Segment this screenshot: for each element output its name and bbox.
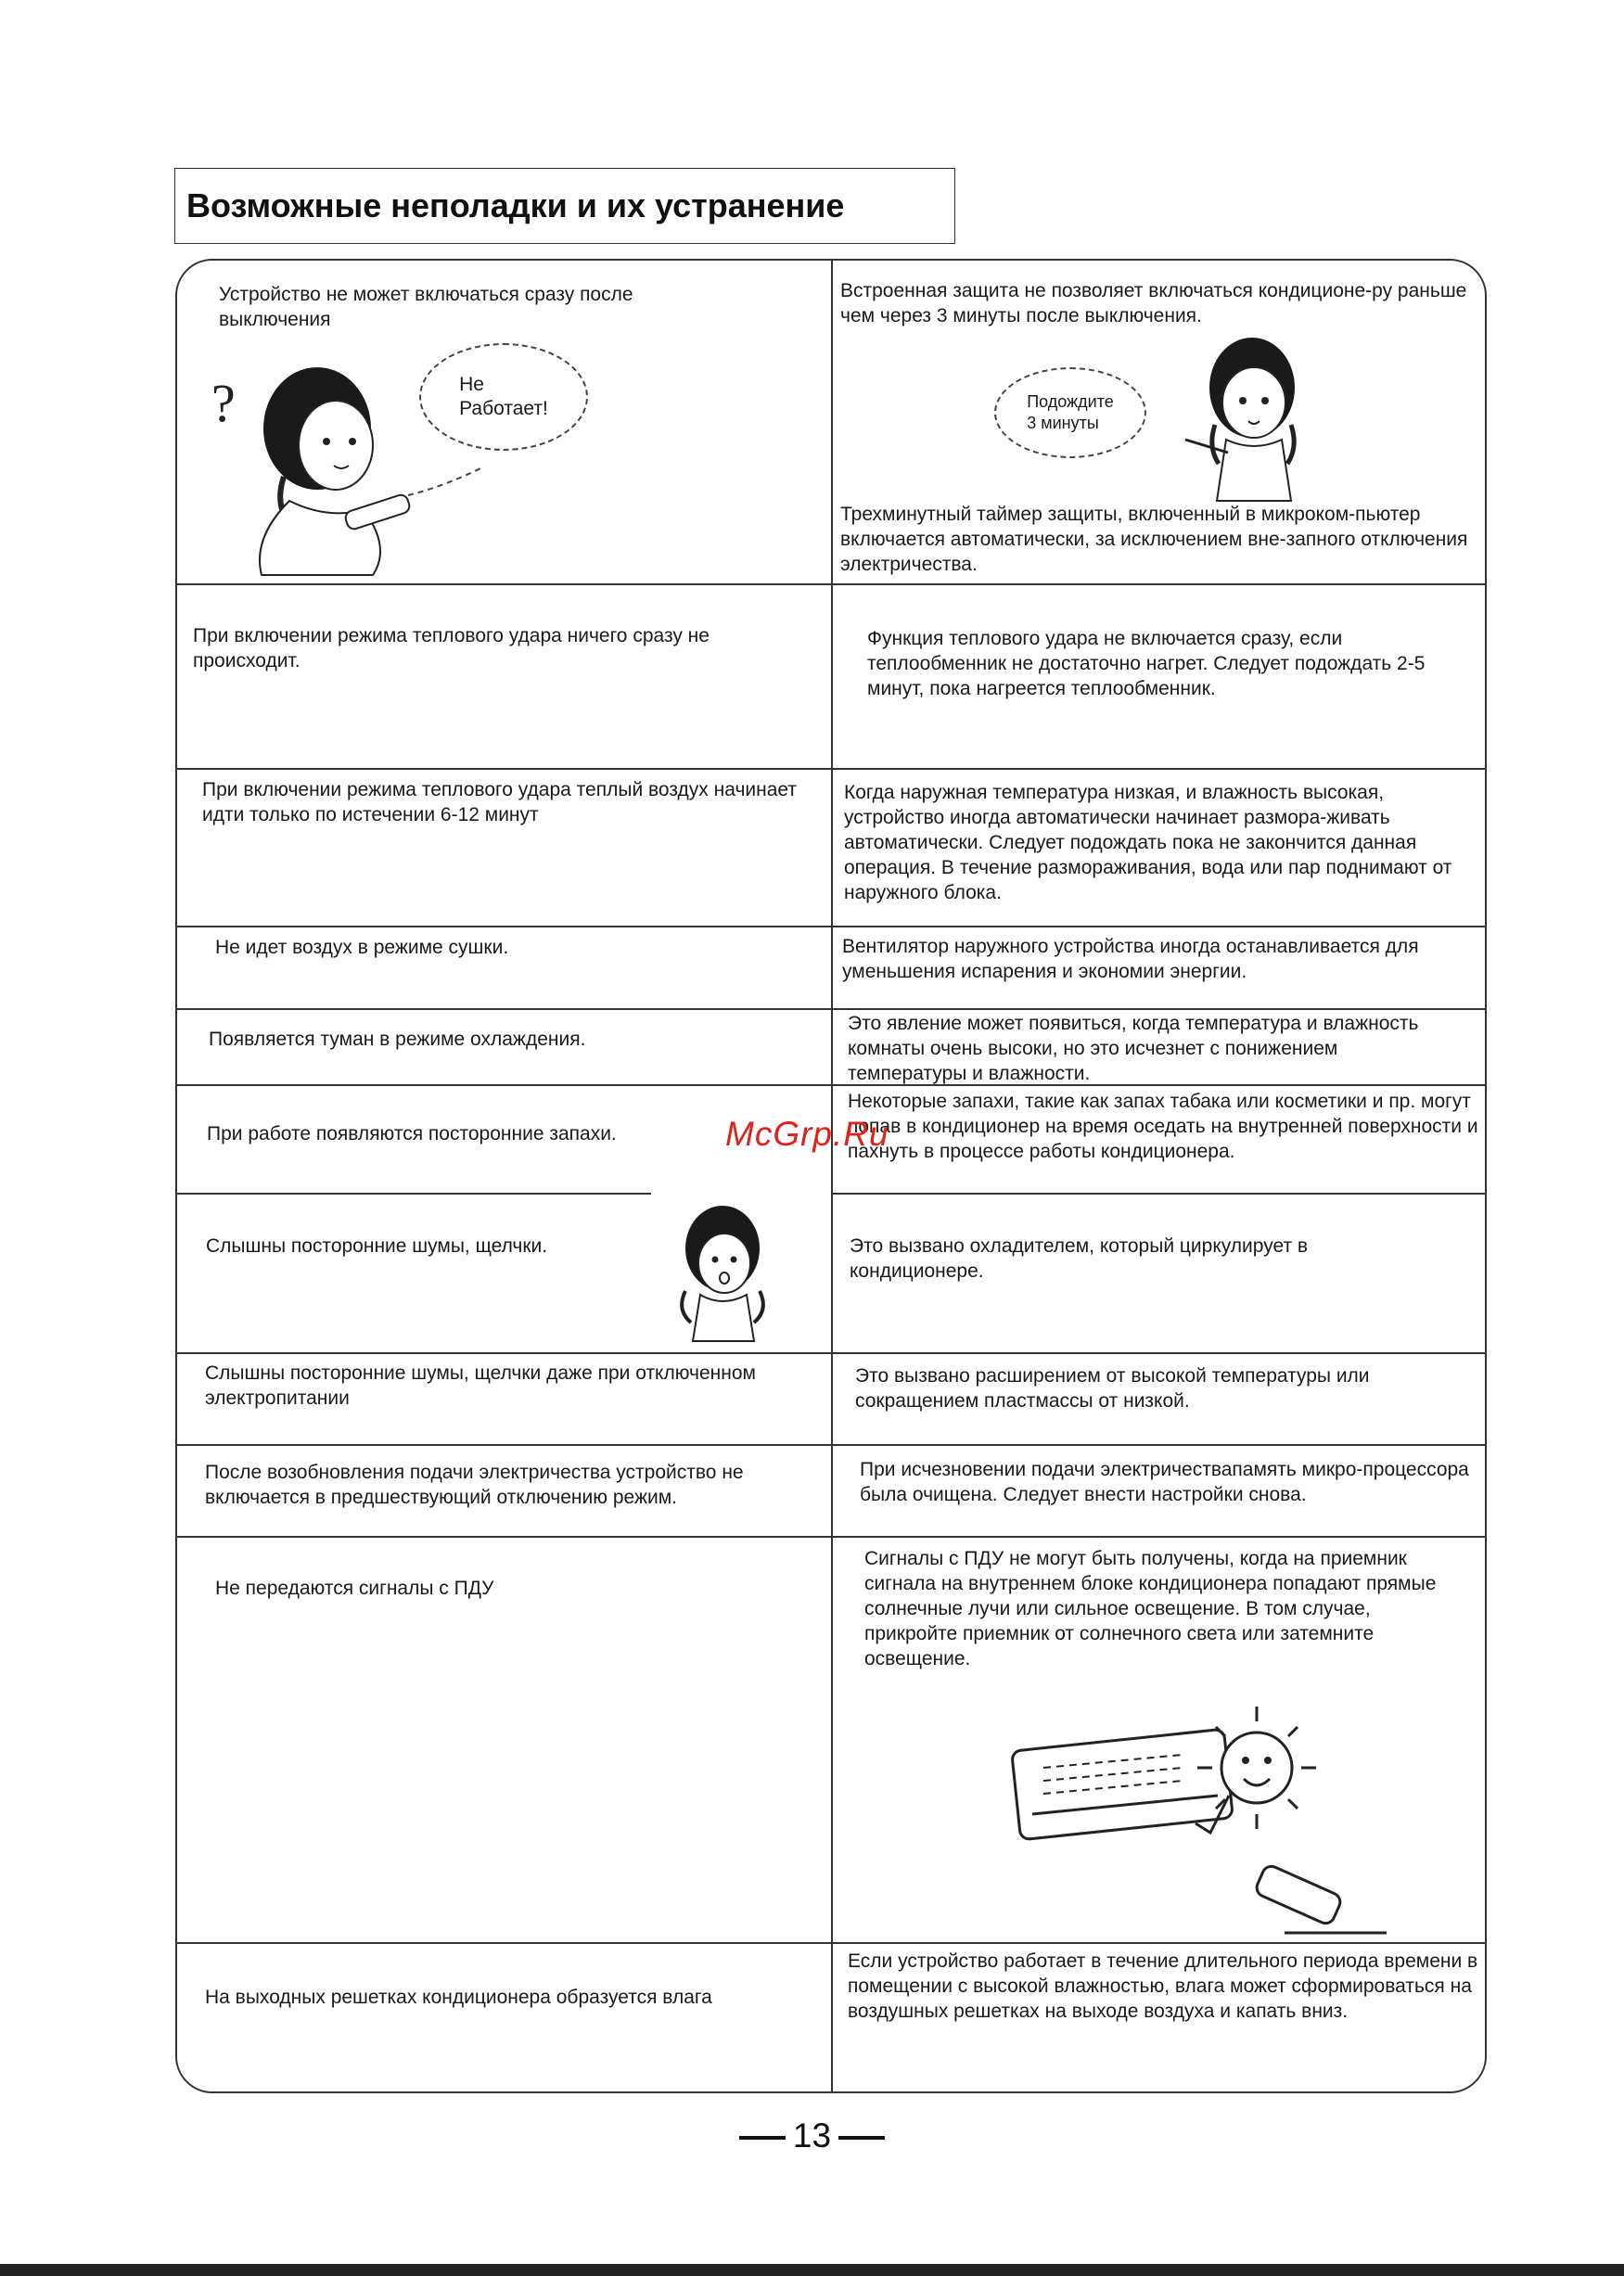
solution-text: Это вызвано расширением от высокой температуры или сокращением пластмассы от низкой. [855, 1365, 1370, 1412]
watermark: McGrp.Ru [725, 1115, 889, 1153]
problem-text: При работе появляются посторонние запахи. [207, 1123, 617, 1144]
confused-girl-illustration [206, 356, 447, 575]
problem-text: Не идет воздух в режиме сушки. [215, 937, 509, 958]
solution-text: Это вызвано охладителем, который циркулирует в кондиционере. [850, 1235, 1309, 1282]
solution-text: При исчезновении подачи электричествапамять микро-процессора была очищена. Следует внести настройки снова. [860, 1459, 1469, 1505]
problem-text: При включении режима теплового удара ничего сразу не происходит. [193, 625, 710, 671]
svg-text:?: ? [211, 373, 236, 433]
problem-text: После возобновления подачи электричества устройство не включается в предшествующий отключению режим. [205, 1462, 744, 1508]
row-divider [176, 768, 1486, 770]
bubble-text: Не Работает! [459, 374, 548, 419]
solution-text: Когда наружная температура низкая, и влажность высокая, устройство иногда автоматически начинает размора-живать автоматически. Следует подождать пока не закончится данная операция. В течение размораживания, вода или пар поднимают от наружного блока. [844, 782, 1452, 903]
problem-text: Появляется туман в режиме охлаждения. [209, 1029, 586, 1050]
dash-left [739, 2136, 786, 2140]
row-divider [176, 1942, 1486, 1944]
row-divider [176, 1536, 1486, 1538]
sun-air-conditioner-illustration [1006, 1703, 1396, 1942]
problem-text: Слышны посторонние шумы, щелчки. [206, 1235, 548, 1257]
page-title: Возможные неполадки и их устранение [186, 186, 845, 224]
solution-text: Трехминутный таймер защиты, включенный в микроком-пьютер включается автоматически, за исключением вне-запного отключения электричества. [840, 504, 1468, 575]
problem-text: Устройство не может включаться сразу после выключения [219, 284, 633, 330]
solution-text: Это явление может появиться, когда температура и влажность комнаты очень высоки, но это исчезнет с понижением температуры и влажности. [848, 1013, 1419, 1084]
problem-text: Слышны посторонние шумы, щелчки даже при отключенном электропитании [205, 1362, 756, 1409]
row-divider [176, 1352, 1486, 1354]
page-number-block [0, 2116, 1624, 2155]
solution-text: Функция теплового удара не включается сразу, если теплообменник не достаточно нагрет. Следует подождать 2-5 минут, пока нагреется теплообменник. [867, 628, 1426, 699]
speech-bubble [994, 367, 1146, 458]
column-divider [831, 261, 833, 2092]
problem-text: Не передаются сигналы с ПДУ [215, 1578, 494, 1599]
solution-text: Вентилятор наружного устройства иногда останавливается для уменьшения испарения и экономии энергии. [842, 936, 1419, 982]
bubble-text: Подождите 3 минуты [1027, 392, 1114, 432]
problem-text: На выходных решетках кондиционера образуется влага [205, 1987, 712, 2008]
solution-text: Сигналы с ПДУ не могут быть получены, когда на приемник сигнала на внутреннем блоке кондиционера попадают прямые солнечные лучи или сильное освещение. В том случае, прикройте приемник от солнечного света или затемните освещение. [864, 1548, 1437, 1669]
page-number: 13 [792, 2116, 832, 2155]
solution-text: Если устройство работает в течение длительного периода времени в помещении с высокой влажностью, влага может сформироваться на воздушных решетках на выходе воздуха и капать вниз. [848, 1950, 1478, 2022]
row-divider [831, 1193, 1486, 1195]
girl-pointing-illustration [1170, 336, 1328, 501]
solution-text: Встроенная защита не позволяет включаться кондиционе-ру раньше чем через 3 минуты после выключения. [840, 280, 1467, 326]
dash-right [838, 2136, 885, 2140]
row-divider [176, 1444, 1486, 1446]
row-divider [176, 583, 1486, 585]
surprised-girl-illustration [672, 1204, 771, 1341]
row-divider [176, 1008, 1486, 1010]
problem-text: При включении режима теплового удара теплый воздух начинает идти только по истечении 6-12 минут [202, 779, 797, 825]
row-divider [176, 1193, 651, 1195]
title-box [174, 168, 955, 244]
scan-edge [0, 2264, 1624, 2276]
row-divider [176, 926, 1486, 927]
solution-text: Некоторые запахи, такие как запах табака или косметики и пр. могут попав в кондиционер на время оседать на внутренней поверхности и пахнуть в процессе работы кондиционера. [848, 1091, 1478, 1162]
